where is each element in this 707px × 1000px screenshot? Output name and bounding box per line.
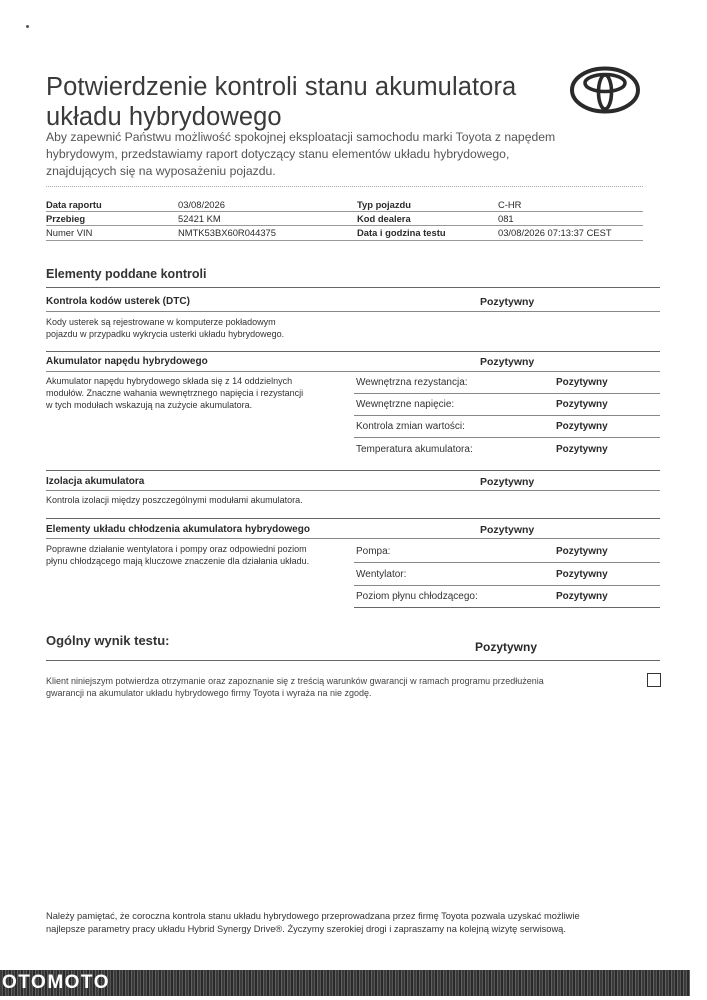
divider — [46, 490, 660, 491]
overall-result: Pozytywny — [475, 640, 538, 654]
divider — [46, 311, 660, 312]
info-value-dealer: 081 — [498, 213, 514, 224]
divider — [354, 585, 660, 586]
info-label-dealer: Kod dealera — [357, 213, 411, 224]
document-title — [46, 72, 516, 132]
cooling-description: Poprawne działanie wentylatora i pompy oraz odpowiedni poziom płynu chłodzącego mają kluczowe znaczenie dla działania układu. — [46, 544, 310, 566]
divider — [46, 240, 643, 241]
cooling-check-value: Pozytywny — [556, 546, 608, 557]
battery-check-label: Wewnętrzna rezystancja: — [356, 377, 468, 388]
divider — [46, 538, 660, 539]
scan-speck — [26, 25, 29, 28]
cooling-result: Pozytywny — [480, 524, 535, 536]
battery-result: Pozytywny — [480, 356, 535, 368]
battery-check-label: Temperatura akumulatora: — [356, 444, 473, 455]
info-label-vin: Numer VIN — [46, 227, 93, 238]
intro-text: Aby zapewnić Państwu możliwość spokojnej eksploatacji samochodu marki Toyota z napędem hybrydowym, przedstawiamy raport dotyczący stanu elementów układu hybrydowego, znajdujących się na wyposażeniu pojazdu. — [46, 130, 556, 178]
info-value-type: C-HR — [498, 199, 522, 210]
dtc-title: Kontrola kodów usterek (DTC) — [46, 296, 190, 307]
divider — [354, 607, 660, 608]
footer-note: Należy pamiętać, że coroczna kontrola stanu układu hybrydowego przeprowadzana przez firmę Toyota pozwala uzyskać możliwie najlepsze parametry pracy układu Hybrid Synergy Drive®. Życzymy szerokiej drogi i zapraszamy na kolejną wizytę serwisową. — [46, 911, 580, 934]
toyota-logo-icon — [570, 66, 640, 114]
info-value-date: 03/08/2026 — [178, 199, 225, 210]
cooling-check-label: Poziom płynu chłodzącego: — [356, 591, 478, 602]
cooling-check-value: Pozytywny — [556, 591, 608, 602]
divider — [46, 470, 660, 471]
dtc-description: Kody usterek są rejestrowane w komputerze pokładowym pojazdu w przypadku wykrycia usterki układu hybrydowego. — [46, 317, 285, 339]
battery-check-value: Pozytywny — [556, 399, 608, 410]
divider — [354, 415, 660, 416]
divider — [46, 660, 660, 661]
overall-label: Ogólny wynik testu: — [46, 633, 170, 648]
battery-check-value: Pozytywny — [556, 421, 608, 432]
battery-description: Akumulator napędu hybrydowego składa się z 14 oddzielnych modułów. Znaczne wahania wewnętrznego napięcia i rezystancji w tych modułach wskazują na zużycie akumulatora. — [46, 376, 304, 410]
info-label-mileage: Przebieg — [46, 213, 86, 224]
battery-check-label: Wewnętrzne napięcie: — [356, 399, 455, 410]
title-line-2: układu hybrydowego — [46, 103, 282, 131]
cooling-check-label: Wentylator: — [356, 569, 407, 580]
isolation-title: Izolacja akumulatora — [46, 476, 145, 487]
dtc-result: Pozytywny — [480, 296, 535, 308]
battery-check-value: Pozytywny — [556, 377, 608, 388]
otomoto-watermark: OTOMOTO — [2, 972, 110, 993]
consent-checkbox[interactable] — [647, 673, 661, 687]
info-value-mileage: 52421 KM — [178, 213, 221, 224]
cooling-check-value: Pozytywny — [556, 569, 608, 580]
divider — [354, 562, 660, 563]
divider — [46, 211, 643, 212]
info-label-date: Data raportu — [46, 199, 102, 210]
divider — [46, 225, 643, 226]
divider — [354, 393, 660, 394]
cooling-check-label: Pompa: — [356, 546, 391, 557]
isolation-description: Kontrola izolacji między poszczególnymi modułami akumulatora. — [46, 495, 303, 505]
info-label-test-date: Data i godzina testu — [357, 227, 446, 238]
divider — [46, 287, 660, 288]
consent-text: Klient niniejszym potwierdza otrzymanie oraz zapoznanie się z treścią warunków gwarancji w ramach programu przedłużenia gwarancji na akumulator układu hybrydowego firmy Toyota i wyraża na nie zgodę. — [46, 676, 544, 698]
info-value-test-date: 03/08/2026 07:13:37 CEST — [498, 227, 612, 238]
isolation-result: Pozytywny — [480, 476, 535, 488]
battery-check-value: Pozytywny — [556, 444, 608, 455]
info-label-type: Typ pojazdu — [357, 199, 411, 210]
title-line-1: Potwierdzenie kontroli stanu akumulatora — [46, 73, 517, 101]
battery-title: Akumulator napędu hybrydowego — [46, 356, 208, 367]
divider — [46, 371, 660, 372]
divider — [46, 351, 660, 352]
divider — [46, 518, 660, 519]
section-heading: Elementy poddane kontroli — [46, 267, 207, 281]
cooling-title: Elementy układu chłodzenia akumulatora hybrydowego — [46, 524, 310, 535]
battery-check-label: Kontrola zmian wartości: — [356, 421, 465, 432]
info-value-vin: NMTK53BX60R044375 — [178, 227, 276, 238]
divider — [46, 186, 643, 187]
divider — [354, 437, 660, 438]
